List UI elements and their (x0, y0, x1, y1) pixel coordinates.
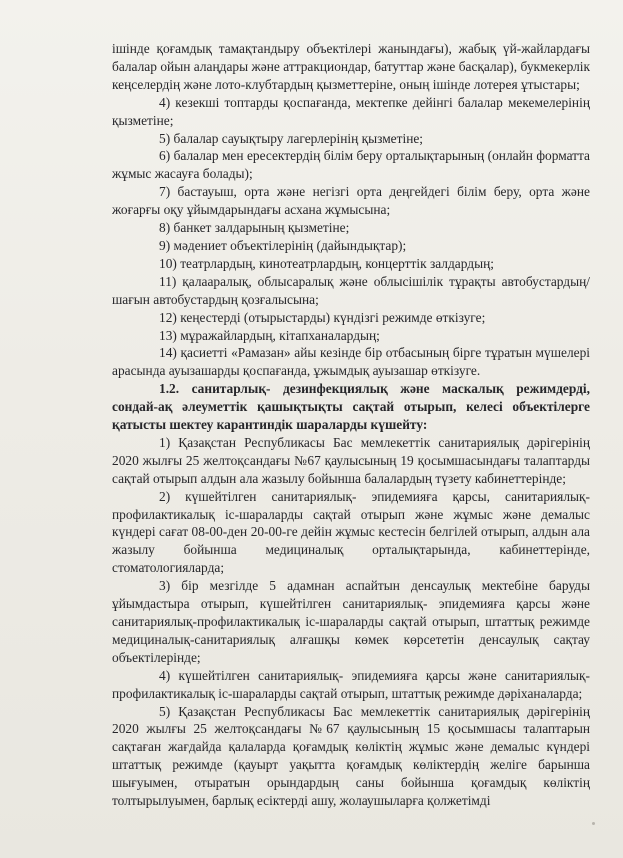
sub-item-1: 1) Қазақстан Республикасы Бас мемлекеттік санитариялық дәрігерінің 2020 жылғы 25 желтоқсандағы №67 қаулысының 19 қосымшасындағы талаптарды сақтай отырып алдын ала жазылу бойынша балалардың түзету кабинеттерінде; (112, 434, 590, 486)
list-item-6: 6) балалар мен ересектердің білім беру орталықтарының (онлайн форматта жұмыс жасауға болады); (112, 148, 590, 182)
list-item-7: 7) бастауыш, орта және негізгі орта деңгейдегі білім беру, орта және жоғарғы оқу ұйымдарындағы асхана жұмысына; (112, 184, 590, 218)
sub-item-5: 5) Қазақстан Республикасы Бас мемлекеттік санитариялық дәрігерінің 2020 жылғы 25 желтоқсандағы №67 қаулысының 15 қосымшасы талаптарын сақтаған жағдайда қалаларда қоғамдық көліктің жұмыс және демалыс күндері штаттық режимде (қауырт уақытта қоғамдық көліктердің желіге барынша шығуымен, отыратын орындардың саны бойынша қоғамдық көліктің толтырылуымен, барлық есіктерді ашу, жолаушыларға қолжетімді (112, 703, 590, 809)
section-heading-1-2: 1.2. санитарлық- дезинфекциялық және маскалық режимдерді, сондай-ақ әлеуметтік қашықтықты сақтай отырып, келесі объектілерге қатысты шектеу карантиндік шараларды күшейту: (112, 381, 590, 433)
list-item-12: 12) кеңестерді (отырыстарды) күндізгі режимде өткізуге; (159, 309, 486, 325)
list-item-10: 10) театрлардың, кинотеатрлардың, концерттік залдардың; (159, 255, 494, 271)
list-item-5: 5) балалар сауықтыру лагерлерінің қызметіне; (159, 130, 424, 146)
paragraph-continuation: ішінде қоғамдық тамақтандыру объектілері жанындағы), жабық үй-жайлардағы балалар ойын алаңдары және аттракциондар, батуттар және басқалар), букмекерлік кеңселердің және лото-клубтардың қызметтеріне, оның ішінде лотерея ұтыстары; (112, 41, 590, 92)
list-item-13: 13) мұражайлардың, кітапханалардың; (159, 327, 380, 343)
document-body (112, 40, 590, 810)
list-item-4: 4) кезекші топтарды қоспағанда, мектепке дейінгі балалар мекемелерінің қызметіне; (112, 94, 590, 128)
scan-speck (592, 822, 595, 825)
sub-item-2: 2) күшейтілген санитариялық- эпидемияға қарсы, санитариялық-профилактикалық іс-шараларды сақтай отырып және жұмыс және демалыс күндері сағат 08-00-ден 20-00-ге дейін жұмыс кестесін белгілей отырып, алдын ала жазылу бойынша медициналық орталықтарында, кабинеттерінде, стоматологияларда; (112, 488, 590, 576)
list-item-14: 14) қасиетті «Рамазан» айы кезінде бір отбасының бірге тұратын мүшелері арасында ауызашарды қоспағанда, ұжымдық ауызашар өткізуге. (112, 345, 590, 379)
list-item-11: 11) қалааралық, облысаралық және облысішілік тұрақты автобустардың/шағын автобустардың қозғалысына; (112, 273, 590, 307)
sub-item-4: 4) күшейтілген санитариялық- эпидемияға қарсы және санитариялық-профилактикалық іс-шараларды сақтай отырып, штаттық режимде дәріханаларда; (112, 667, 590, 701)
list-item-9: 9) мәдениет объектілерінің (дайындықтар); (159, 237, 407, 253)
sub-item-3: 3) бір мезгілде 5 адамнан аспайтын денсаулық мектебіне баруды ұйымдастыра отырып, күшейтілген санитариялық- эпидемияға қарсы және санитариялық-профилактикалық іс-шараларды сақтай отырып, штаттық режимде медициналық-санитариялық алғашқы көмек көрсететін денсаулық сақтау объектілерінде; (112, 578, 590, 665)
list-item-8: 8) банкет залдарының қызметіне; (159, 220, 350, 236)
